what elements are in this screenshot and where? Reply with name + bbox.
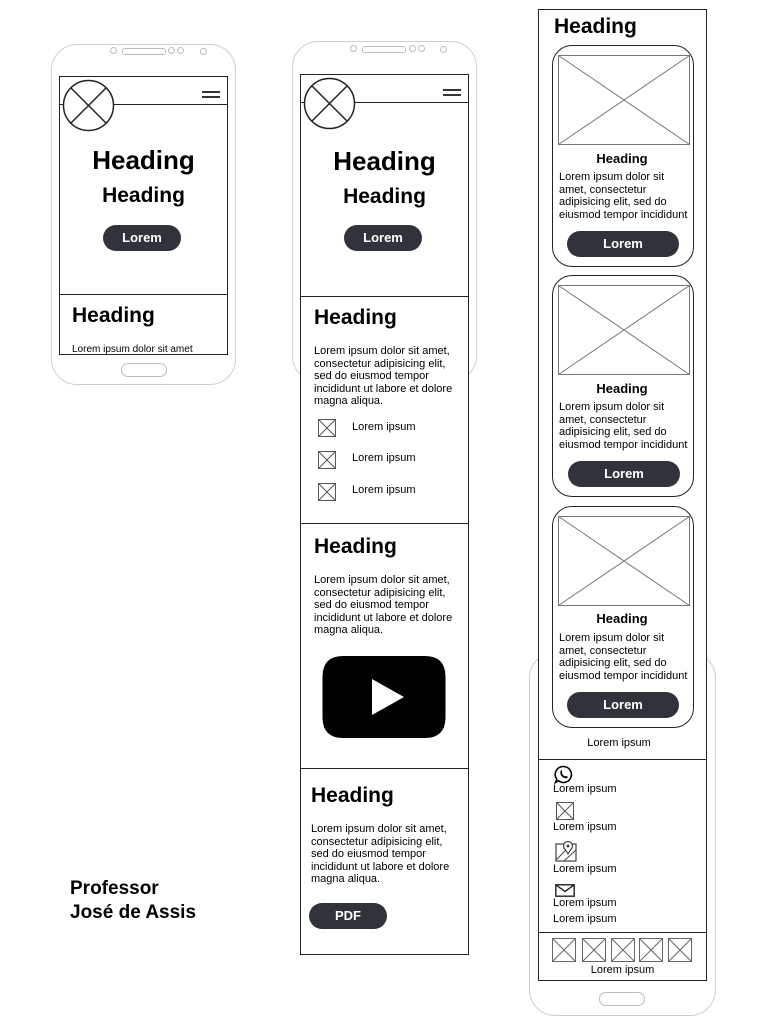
video-play-icon[interactable]: [321, 655, 447, 739]
section1-text: Lorem ipsum dolor sit amet, consectetur adipisicing elit, sed do eiusmod tempor incididunt ut labore et dolore magna aliqua.: [314, 345, 453, 408]
section2-heading: Heading: [314, 535, 397, 558]
card-button[interactable]: Lorem: [567, 231, 679, 257]
sensor-dot-1: [168, 47, 175, 54]
list-item-icon: [318, 419, 336, 437]
section3-text: Lorem ipsum dolor sit amet, consectetur adipisicing elit, sed do eiusmod tempor incididunt ut labore et dolore magna aliqua.: [311, 823, 450, 886]
sensor-dot-2b: [418, 45, 425, 52]
page-heading: Heading: [554, 15, 637, 38]
contact-label: Lorem ipsum: [553, 783, 617, 795]
list-item-label: Lorem ipsum: [352, 452, 416, 464]
footer-divider: [539, 932, 706, 933]
logo-placeholder-icon: [303, 77, 356, 130]
section3-heading: Heading: [311, 784, 394, 807]
whatsapp-icon[interactable]: [554, 765, 573, 784]
contact-label: Lorem ipsum: [553, 897, 617, 909]
camera-dot-1b: [200, 48, 207, 55]
card-button[interactable]: Lorem: [568, 461, 680, 487]
pdf-button[interactable]: PDF: [309, 903, 387, 929]
cards-caption: Lorem ipsum: [587, 737, 651, 749]
section2-text: Lorem ipsum dolor sit amet, consectetur adipisicing elit, sed do eiusmod tempor incididunt ut labore et dolore magna aliqua.: [314, 574, 453, 637]
section-divider: [60, 294, 227, 295]
contacts-divider: [539, 759, 706, 760]
contact-extra-label: Lorem ipsum: [553, 913, 617, 925]
mail-icon[interactable]: [555, 884, 575, 897]
phone2-screen: [300, 74, 469, 955]
image-placeholder-icon: [556, 802, 574, 820]
phone1-screen: [59, 76, 228, 355]
logo-placeholder-icon: [62, 79, 115, 132]
sensor-dot-2: [409, 45, 416, 52]
footer-caption: Lorem ipsum: [590, 964, 655, 976]
list-item-icon: [318, 483, 336, 501]
section1-divider: [301, 296, 468, 297]
author-line-2: José de Assis: [70, 902, 197, 923]
list-item-icon: [318, 451, 336, 469]
hero-heading: Heading: [333, 146, 436, 176]
card-button[interactable]: Lorem: [567, 692, 679, 718]
section2-divider: [301, 523, 468, 524]
card-title: Heading: [596, 611, 648, 626]
speaker-grille-1: [122, 48, 166, 55]
camera-dot-1: [110, 47, 117, 54]
hero-subheading: Heading: [343, 185, 426, 208]
card-title: Heading: [596, 151, 648, 166]
camera-dot-2b: [440, 46, 447, 53]
home-button-3[interactable]: [599, 992, 645, 1006]
camera-dot-2: [350, 45, 357, 52]
footer-social-icon[interactable]: [552, 938, 576, 962]
section3-divider: [301, 768, 468, 769]
list-item-label: Lorem ipsum: [352, 421, 416, 433]
sensor-dot-1b: [177, 47, 184, 54]
image-placeholder-icon: [558, 55, 690, 145]
image-placeholder-icon: [558, 285, 690, 375]
author-credit: [70, 877, 196, 925]
home-button-1[interactable]: [121, 363, 167, 377]
hero-button[interactable]: Lorem: [103, 225, 181, 251]
contact-label: Lorem ipsum: [553, 863, 617, 875]
section-heading: Heading: [72, 304, 155, 327]
footer-social-icon[interactable]: [668, 938, 692, 962]
author-line-1: Professor: [70, 878, 159, 899]
card-text: Lorem ipsum dolor sit amet, consectetur adipisicing elit, sed do eiusmod tempor incididunt: [559, 171, 688, 221]
footer-social-icon[interactable]: [611, 938, 635, 962]
footer-social-icon[interactable]: [582, 938, 606, 962]
image-placeholder-icon: [558, 516, 690, 606]
phone3-screen: [538, 9, 707, 981]
card-text: Lorem ipsum dolor sit amet, consectetur adipisicing elit, sed do eiusmod tempor incididunt: [559, 401, 688, 451]
hero-button[interactable]: Lorem: [344, 225, 422, 251]
map-icon[interactable]: [555, 840, 579, 862]
contact-label: Lorem ipsum: [553, 821, 617, 833]
hero-heading: Heading: [92, 145, 195, 175]
hamburger-menu-icon[interactable]: [202, 91, 220, 101]
card-title: Heading: [596, 381, 648, 396]
hamburger-menu-icon[interactable]: [443, 89, 461, 99]
card-text: Lorem ipsum dolor sit amet, consectetur adipisicing elit, sed do eiusmod tempor incididunt: [559, 632, 688, 682]
list-item-label: Lorem ipsum: [352, 484, 416, 496]
hero-subheading: Heading: [102, 184, 185, 207]
footer-social-icon[interactable]: [639, 938, 663, 962]
section-text: Lorem ipsum dolor sit amet: [72, 344, 193, 355]
speaker-grille-2: [362, 46, 406, 53]
section1-heading: Heading: [314, 306, 397, 329]
